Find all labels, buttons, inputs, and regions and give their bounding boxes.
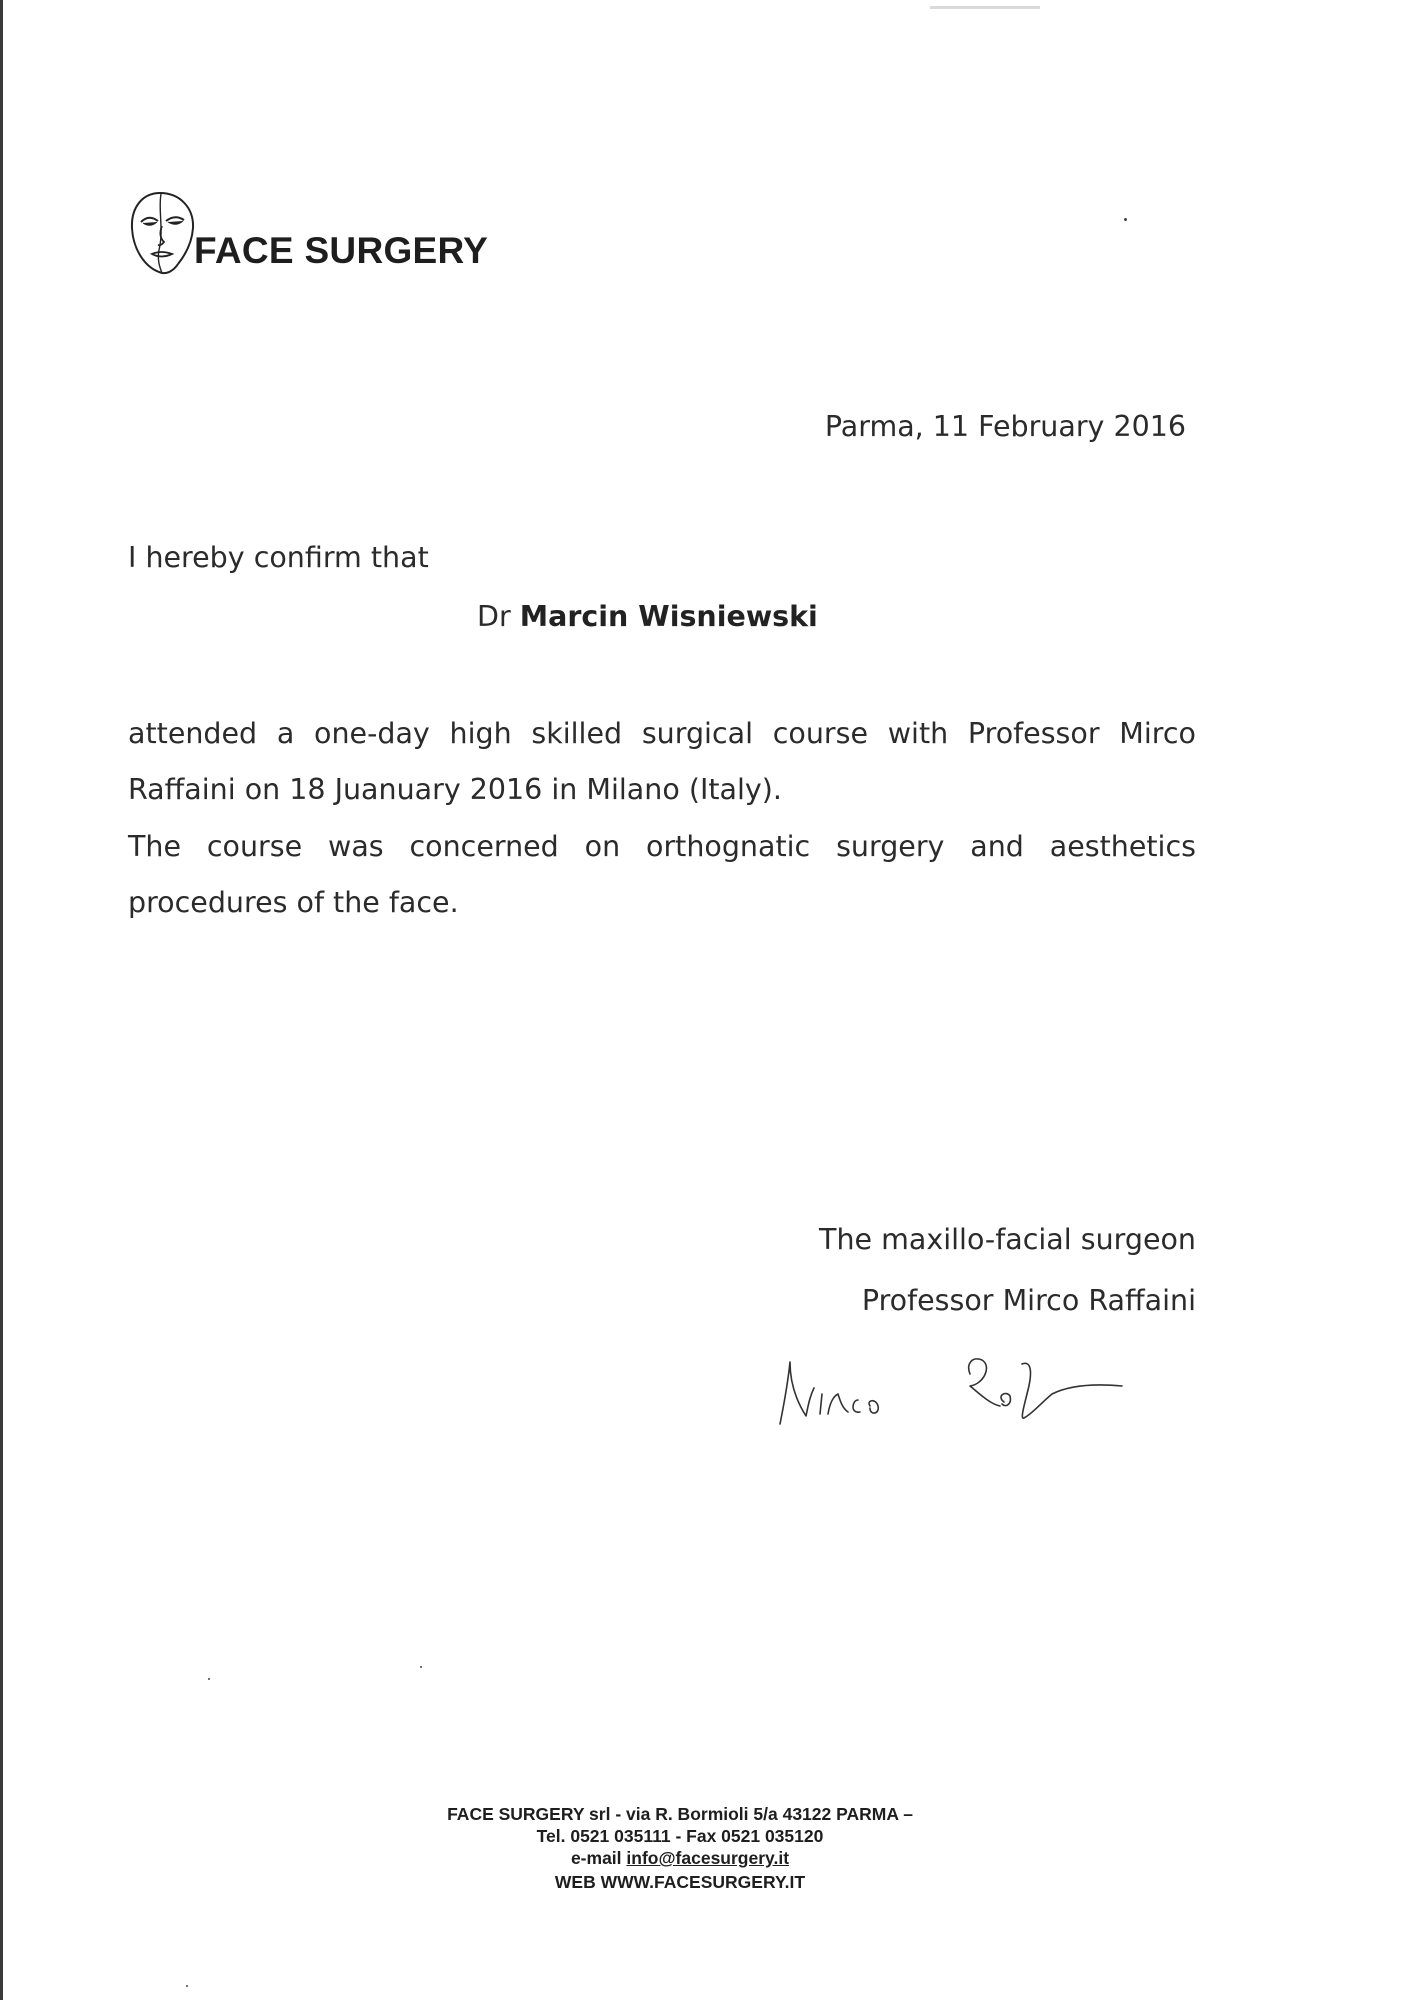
footer-email-line <box>300 1847 1060 1869</box>
intro-text: I hereby confirm that <box>128 541 429 574</box>
recipient-name: Marcin Wisniewski <box>519 600 818 633</box>
face-mask-icon <box>128 190 198 276</box>
recipient-prefix: Dr <box>477 600 511 633</box>
body-paragraph-2 <box>128 819 1196 931</box>
company-name: FACE SURGERY <box>194 230 489 271</box>
scan-speck <box>420 1666 422 1668</box>
footer <box>300 1803 1060 1892</box>
footer-email-link[interactable]: info@facesurgery.it <box>626 1848 790 1868</box>
scan-speck <box>186 1985 188 1987</box>
letterhead-logo <box>128 186 528 278</box>
recipient <box>477 600 818 633</box>
scan-speck <box>208 1678 210 1680</box>
footer-address: FACE SURGERY srl - via R. Bormioli 5/a 43122 PARMA – <box>447 1804 913 1824</box>
paragraph-line: procedures of the face. <box>128 886 459 919</box>
footer-email-label: e-mail <box>570 1848 622 1868</box>
footer-web: WEB WWW.FACESURGERY.IT <box>554 1872 806 1892</box>
signatory-role: The maxillo-facial surgeon <box>819 1223 1196 1256</box>
paragraph-line: Raffaini on 18 Juanuary 2016 in Milano (Italy). <box>128 773 782 806</box>
handwritten-signature <box>770 1334 1190 1444</box>
scan-smudge <box>930 6 1040 9</box>
scan-speck <box>1124 218 1127 221</box>
place-date: Parma, 11 February 2016 <box>824 410 1186 443</box>
footer-phone-fax: Tel. 0521 035111 - Fax 0521 035120 <box>536 1826 824 1846</box>
paragraph-line: attended a one-day high skilled surgical course with Professor Mirco <box>128 717 1196 750</box>
signatory-name: Professor Mirco Raffaini <box>861 1284 1196 1317</box>
body-paragraph-1 <box>128 706 1196 818</box>
paragraph-line: The course was concerned on orthognatic surgery and aesthetics <box>128 830 1196 863</box>
page-edge <box>0 0 3 2000</box>
footer-web-line <box>300 1869 1060 1892</box>
